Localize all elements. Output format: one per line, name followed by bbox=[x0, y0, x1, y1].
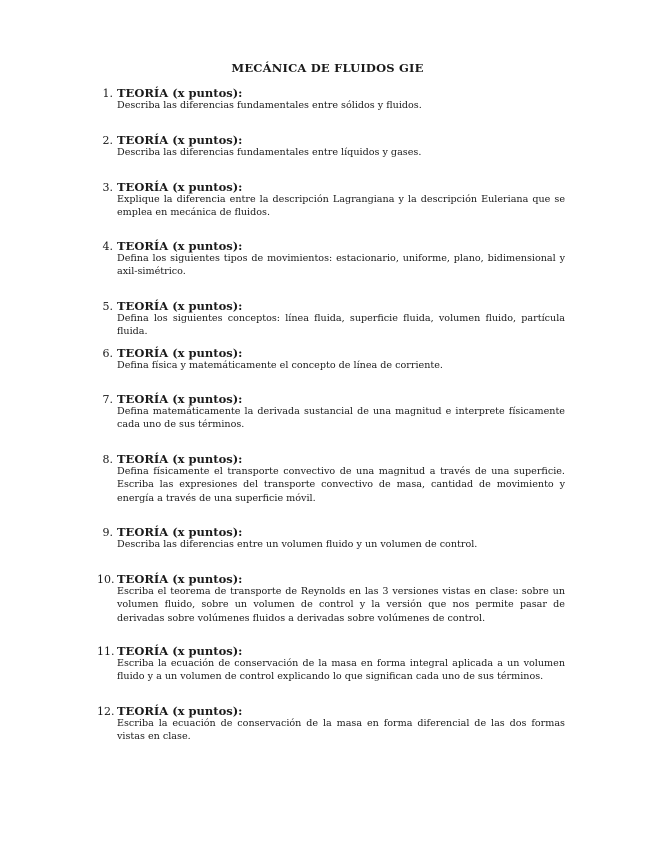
question-text: Defina física y matemáticamente el concepto de línea de corriente. bbox=[117, 360, 443, 371]
question-number: 1. bbox=[102, 87, 113, 100]
question-heading: TEORÍA (x puntos): bbox=[117, 644, 243, 658]
question-number: 3. bbox=[102, 181, 113, 194]
question-number: 6. bbox=[102, 347, 113, 360]
question-heading: TEORÍA (x puntos): bbox=[117, 572, 243, 586]
question-number: 9. bbox=[102, 526, 113, 539]
question-number: 4. bbox=[102, 240, 113, 253]
question-heading: TEORÍA (x puntos): bbox=[117, 239, 243, 253]
document-title: MECÁNICA DE FLUIDOS GIE bbox=[231, 61, 424, 75]
question-heading: TEORÍA (x puntos): bbox=[117, 180, 243, 194]
question-heading: TEORÍA (x puntos): bbox=[117, 392, 243, 406]
question-text: Defina físicamente el transporte convectivo de una magnitud a través de una superficie. Escriba las expresiones del transporte convectivo de masa, cantidad de movimiento y energía a través de una superficie móvil. bbox=[117, 466, 565, 504]
question-number: 2. bbox=[102, 134, 113, 147]
question-text: Explique la diferencia entre la descripción Lagrangiana y la descripción Euleriana que se emplea en mecánica de fluidos. bbox=[117, 194, 565, 219]
question-number: 5. bbox=[102, 300, 113, 313]
question-heading: TEORÍA (x puntos): bbox=[117, 299, 243, 313]
question-number: 10. bbox=[97, 573, 115, 586]
question-heading: TEORÍA (x puntos): bbox=[117, 86, 243, 100]
question-number: 11. bbox=[97, 645, 115, 658]
question-text: Defina los siguientes conceptos: línea fluida, superficie fluida, volumen fluido, partícula fluida. bbox=[117, 313, 565, 338]
question-number: 7. bbox=[102, 393, 113, 406]
question-text: Escriba la ecuación de conservación de la masa en forma diferencial de las dos formas vistas en clase. bbox=[117, 718, 565, 743]
question-number: 12. bbox=[97, 705, 115, 718]
question-text: Escriba el teorema de transporte de Reynolds en las 3 versiones vistas en clase: sobre un volumen fluido, sobre un volumen de control y la versión que nos permite pasar de derivadas sobre volúmenes fluidos a derivadas sobre volúmenes de control. bbox=[117, 586, 565, 624]
question-text: Escriba la ecuación de conservación de la masa en forma integral aplicada a un volumen fluido y a un volumen de control explicando lo que significan cada uno de sus términos. bbox=[117, 658, 565, 683]
question-text: Defina matemáticamente la derivada sustancial de una magnitud e interprete físicamente cada uno de sus términos. bbox=[117, 406, 565, 431]
question-text: Defina los siguientes tipos de movimientos: estacionario, uniforme, plano, bidimensional y axil-simétrico. bbox=[117, 253, 565, 278]
question-text: Describa las diferencias entre un volumen fluido y un volumen de control. bbox=[117, 539, 478, 550]
question-text: Describa las diferencias fundamentales entre sólidos y fluidos. bbox=[117, 100, 422, 111]
question-heading: TEORÍA (x puntos): bbox=[117, 525, 243, 539]
question-text: Describa las diferencias fundamentales entre líquidos y gases. bbox=[117, 147, 422, 158]
question-heading: TEORÍA (x puntos): bbox=[117, 452, 243, 466]
question-heading: TEORÍA (x puntos): bbox=[117, 133, 243, 147]
question-heading: TEORÍA (x puntos): bbox=[117, 704, 243, 718]
question-heading: TEORÍA (x puntos): bbox=[117, 346, 243, 360]
question-number: 8. bbox=[102, 453, 113, 466]
